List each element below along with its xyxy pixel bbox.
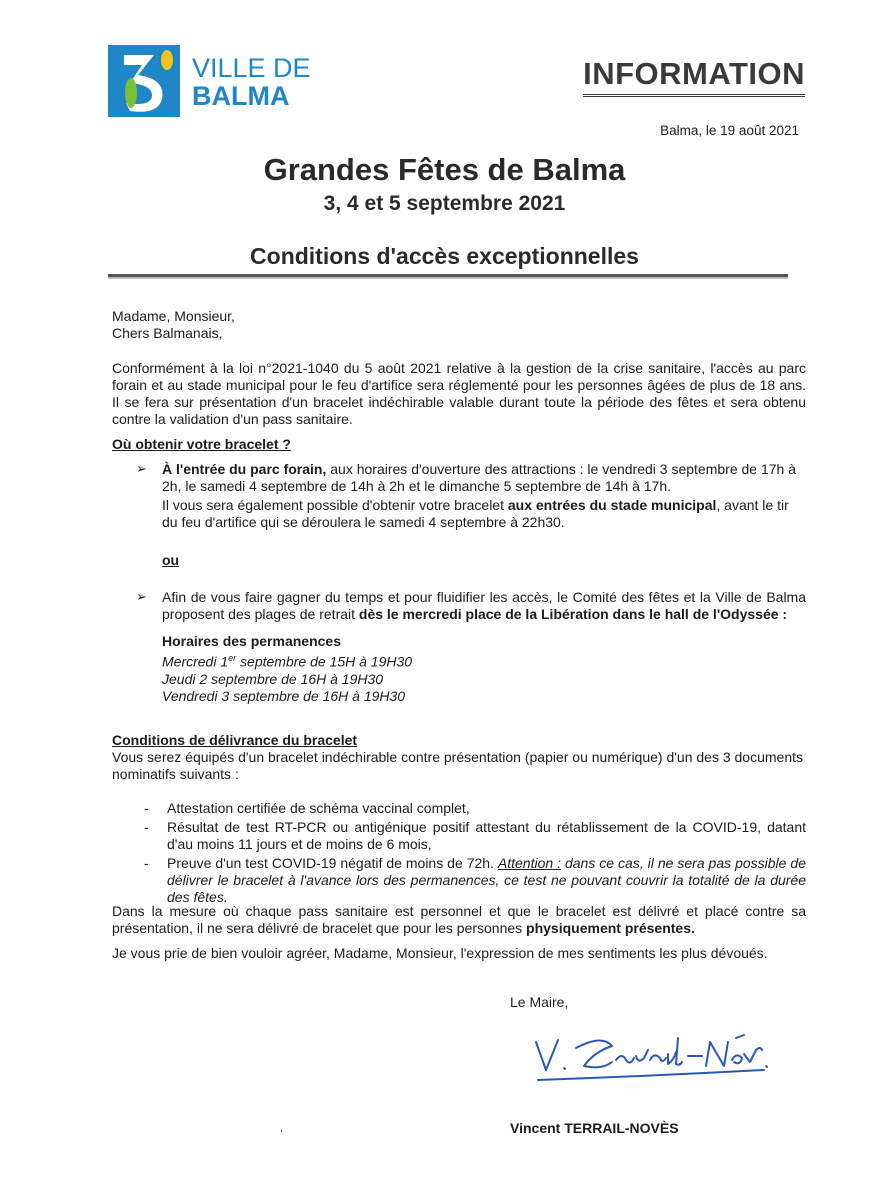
permanences-block: [162, 633, 806, 705]
condition-item-pcr: Résultat de test RT-PCR ou antigénique positif attestant du rétablissement de la COVID-19, datant d'au moins 11 jours et de moins de 6 mois,: [167, 819, 806, 852]
condition-item-vaccin: Attestation certifiée de schéma vaccinal complet,: [167, 800, 470, 816]
subject-heading: Conditions d'accès exceptionnelles: [250, 243, 639, 269]
dash-bullet: -: [144, 800, 149, 816]
mercredi-a: Mercredi 1: [162, 653, 229, 670]
parc-forain-hours: aux horaires d'ouverture des attractions : le vendredi 3 septembre de 17h à 2h, le samedi 4 septembre de 14h à 2h et le dimanche 5 septembre de 14h à 17h.: [162, 461, 796, 494]
where-heading: Où obtenir votre bracelet ?: [112, 436, 291, 452]
ville-de-balma-logo: [108, 45, 180, 117]
bullet-odyssee: [162, 589, 806, 623]
test-text: Preuve d'un test COVID-19 négatif de moins de 72h.: [167, 855, 498, 871]
logo-wordmark: [192, 54, 311, 110]
greeting-line-1: Madame, Monsieur,: [112, 308, 235, 324]
closing-text: Dans la mesure où chaque pass sanitaire est personnel et que le bracelet est délivré et placé contre sa présentation, il ne sera délivré de bracelet que pour les personnes: [112, 903, 806, 936]
stade-text-a: Il vous sera également possible d'obtenir votre bracelet: [162, 497, 508, 513]
mayor-signature: [532, 1026, 772, 1086]
scan-mark: ,: [280, 1123, 283, 1134]
information-heading: INFORMATION: [583, 56, 805, 97]
or-separator: ou: [162, 552, 180, 568]
mercredi-sup: er: [228, 653, 237, 663]
bullet-parc-forain: [162, 461, 806, 495]
closing-emphasis: physiquement présentes.: [526, 920, 695, 936]
event-dates: 3, 4 et 5 septembre 2021: [323, 192, 566, 215]
signatory-title: Le Maire,: [510, 994, 569, 1010]
attention-text: dans ce cas, il ne sera pas possible de délivrer le bracelet à l'avance lors des permanences, ce test ne pouvant couvrir la totalité de la durée des fêtes.: [167, 855, 806, 905]
page-title: Grandes Fêtes de Balma: [263, 152, 626, 187]
odyssee-text: Afin de vous faire gagner du temps et pour fluidifier les accès, le Comité des fêtes et la Ville de Balma proposent des plages de retrait: [162, 589, 806, 622]
intro-paragraph: Conformément à la loi n°2021-1040 du 5 août 2021 relative à la gestion de la crise sanitaire, l'accès au parc forain et au stade municipal pour le feu d'artifice sera réglementé pour les personnes âgées de plus de 18 ans. Il se fera sur présentation d'un bracelet indéchirable valable durant toute la période des fêtes et sera obtenu contre la validation d'un pass sanitaire.: [112, 360, 806, 427]
condition-item-test: [167, 855, 806, 906]
closing-paragraph: [112, 903, 806, 937]
permanence-vendredi: Vendredi 3 septembre de 16H à 19H30: [162, 687, 406, 704]
stade-label: aux entrées du stade municipal: [507, 497, 717, 513]
odyssee-location: dès le mercredi place de la Libération dans le hall de l'Odyssée :: [358, 606, 788, 622]
signer-name: Vincent TERRAIL-NOVÈS: [510, 1120, 679, 1136]
title-divider: [108, 274, 788, 277]
logo-line-2: BALMA: [192, 81, 290, 111]
conditions-heading: Conditions de délivrance du bracelet: [112, 732, 358, 748]
document-date: Balma, le 19 août 2021: [660, 123, 799, 138]
permanence-jeudi: Jeudi 2 septembre de 16H à 19H30: [162, 670, 384, 687]
politeness-formula: Je vous prie de bien vouloir agréer, Madame, Monsieur, l'expression de mes sentiments les plus dévoués.: [112, 945, 768, 961]
parc-forain-label: À l'entrée du parc forain,: [162, 461, 327, 477]
permanence-mercredi: [162, 650, 806, 671]
conditions-intro: Vous serez équipés d'un bracelet indéchirable contre présentation (papier ou numérique) d'un des 3 documents nominatifs suivants :: [112, 749, 804, 782]
greeting-line-2: Chers Balmanais,: [112, 325, 223, 341]
greeting: [112, 308, 806, 342]
arrow-bullet-icon: ➢: [136, 461, 147, 476]
arrow-bullet-icon: ➢: [136, 589, 147, 604]
mercredi-b: septembre de 15H à 19H30: [236, 653, 413, 670]
attention-label: Attention :: [497, 855, 562, 871]
dash-bullet: -: [144, 855, 149, 871]
bullet-stade-paragraph: [162, 497, 806, 531]
logo-line-1: VILLE DE: [192, 53, 311, 83]
stade-text-b: , avant le tir du feu d'artifice qui se déroulera le samedi 4 septembre à 22h30.: [162, 497, 789, 530]
permanences-heading: Horaires des permanences: [162, 633, 341, 649]
dash-bullet: -: [144, 819, 149, 835]
